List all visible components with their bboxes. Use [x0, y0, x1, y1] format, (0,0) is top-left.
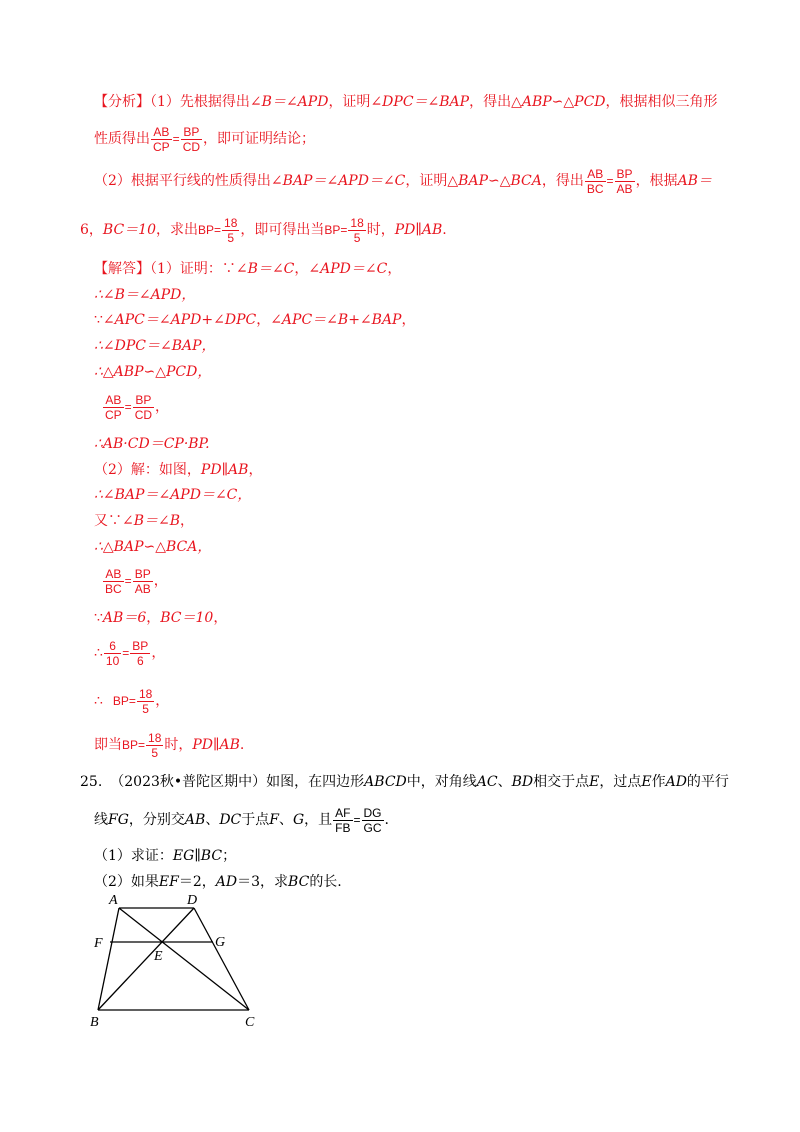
fraction-18-5 — [222, 216, 239, 245]
math: PD∥AB — [394, 222, 443, 238]
geometry-figure — [82, 892, 302, 1032]
solution-line-8 — [94, 460, 262, 480]
solution-line-15 — [94, 682, 169, 720]
text: ， — [155, 693, 170, 709]
text: ， — [180, 513, 195, 529]
numerator: DG — [363, 805, 382, 820]
equals: = — [172, 132, 180, 146]
label-f: F — [94, 936, 103, 951]
problem-source: （2023秋•普陀区期中） — [110, 774, 267, 790]
text: 相交于点 — [533, 774, 590, 790]
math: F — [269, 812, 279, 828]
denominator: 5 — [151, 745, 159, 760]
denominator: CP — [105, 407, 122, 422]
text: ，即可得出当 — [240, 222, 325, 238]
denominator: 6 — [136, 653, 144, 668]
equals: = — [124, 574, 132, 588]
text: ，证明 — [328, 94, 371, 110]
solution-label: 【解答】 — [94, 261, 150, 277]
numerator: 18 — [138, 686, 153, 701]
therefore: ∴ — [94, 693, 103, 709]
label-d: D — [187, 893, 198, 908]
bp-equals: BP= — [112, 694, 136, 708]
diagonal-bd — [98, 908, 194, 1010]
math: ∠B＝∠B — [122, 513, 181, 529]
label-c: C — [245, 1015, 255, 1030]
math: FG — [108, 812, 129, 828]
fraction-ab-bc — [585, 167, 606, 196]
fraction-6-10 — [104, 639, 121, 668]
numerator: BP — [616, 166, 633, 181]
math: △ABP∽△PCD — [511, 94, 606, 110]
solution-line-2: ∴∠B＝∠APD， — [94, 287, 196, 303]
text: ，得出 — [541, 173, 584, 189]
solution-line-12 — [102, 562, 168, 600]
math: BD — [511, 774, 534, 790]
text: （2）根据平行线的性质得出 — [94, 173, 271, 189]
math: AB＝ — [677, 173, 712, 189]
numerator: BP — [134, 566, 151, 581]
numerator: AB — [585, 167, 606, 182]
text: 时， — [366, 222, 395, 238]
math: PD∥AB — [200, 462, 249, 478]
text: ，过点 — [599, 774, 642, 790]
fraction-bp-cd — [133, 393, 154, 422]
bp-equals: BP= — [198, 223, 222, 237]
solution-line-13 — [94, 608, 227, 628]
solution-line-16 — [94, 726, 244, 764]
numerator: AF — [335, 805, 351, 820]
text: ，根据相似三角形 — [605, 94, 718, 110]
solution-line-1 — [94, 259, 401, 279]
denominator: 5 — [353, 230, 361, 245]
text: ， — [401, 312, 416, 328]
bp-equals: BP= — [324, 223, 348, 237]
text: ，求出 — [156, 222, 198, 238]
solution-line-3 — [94, 310, 415, 330]
math: AD — [215, 874, 238, 890]
math: ∠APC＝∠B+∠BAP — [270, 312, 402, 328]
text: 又∵ — [94, 513, 122, 529]
solution-line-7: ∴AB·CD＝CP·BP. — [94, 436, 210, 452]
text: ； — [222, 848, 237, 864]
denominator: AB — [616, 181, 633, 196]
equals: = — [353, 813, 361, 827]
text: ， — [88, 222, 103, 238]
text: ， — [155, 399, 170, 415]
problem-25-line-1 — [80, 772, 729, 792]
text: （2）如果 — [94, 874, 159, 890]
text: ， — [256, 312, 271, 328]
bp-equals: BP= — [122, 738, 146, 752]
numerator: AB — [151, 125, 172, 140]
solution-line-9: ∴∠BAP＝∠APD＝∠C， — [94, 487, 252, 503]
text: 、 — [278, 812, 293, 828]
text: ， — [213, 610, 228, 626]
text: ，证明 — [405, 173, 448, 189]
text: ， — [294, 261, 309, 277]
text: 时， — [164, 737, 193, 753]
text: 6 — [80, 222, 89, 238]
segment-dc — [194, 908, 249, 1010]
numerator: 18 — [148, 730, 162, 745]
denominator: BC — [586, 181, 604, 196]
label-a: A — [109, 893, 118, 908]
math: BC — [288, 874, 310, 890]
fraction-ab-bc — [103, 567, 124, 596]
text: 于点 — [241, 812, 270, 828]
math: AC — [476, 774, 498, 790]
text: 如图，在四边形 — [266, 774, 365, 790]
math: PD∥AB — [192, 737, 240, 753]
math: ∠B＝∠APD — [249, 94, 329, 110]
text: ＝3，求 — [237, 874, 289, 890]
math: ABCD — [364, 774, 407, 790]
math: △BAP∽△BCA — [447, 173, 542, 189]
question-2 — [94, 872, 342, 892]
analysis-label: 【分析】 — [94, 94, 150, 110]
text: ，分别交 — [128, 812, 185, 828]
math: EF — [158, 874, 179, 890]
numerator: 18 — [350, 215, 364, 230]
fraction-18-5 — [348, 216, 365, 245]
solution-line-5: ∴△ABP∽△PCD， — [94, 364, 212, 380]
denominator: CD — [182, 139, 201, 154]
denominator: FB — [335, 820, 351, 835]
text: ， — [248, 462, 263, 478]
segment-ab — [98, 908, 119, 1010]
numerator: BP — [181, 125, 202, 140]
denominator: 10 — [105, 653, 120, 668]
math: DC — [219, 812, 242, 828]
math: ∠BAP＝∠APD＝∠C — [270, 173, 406, 189]
math: AD — [665, 774, 687, 790]
equals: = — [124, 400, 132, 414]
denominator: 5 — [227, 230, 235, 245]
solution-line-4: ∴∠DPC＝∠BAP， — [94, 338, 216, 354]
math: EG∥BC — [172, 848, 223, 864]
math: BC＝10 — [102, 222, 156, 238]
equals: = — [122, 646, 130, 660]
text: 性质得出 — [94, 131, 150, 147]
math: ∠APD＝∠C — [308, 261, 388, 277]
math: ∠B＝∠C — [235, 261, 295, 277]
analysis-line-4 — [80, 212, 447, 248]
solution-line-6 — [102, 388, 169, 426]
solution-line-11: ∴△BAP∽△BCA， — [94, 539, 212, 555]
fraction-bp-cd — [181, 125, 202, 154]
denominator: CD — [134, 407, 153, 422]
text: 的长. — [309, 874, 342, 890]
problem-25-line-2 — [94, 800, 389, 840]
text: ， — [151, 645, 166, 661]
math: G — [292, 812, 305, 828]
label-b: B — [90, 1015, 99, 1030]
text: ， — [387, 261, 402, 277]
text: 作 — [651, 774, 666, 790]
denominator: BC — [105, 581, 122, 596]
math: ∠APC＝∠APD+∠DPC — [102, 312, 257, 328]
math: AB＝6 — [102, 610, 147, 626]
text: ，根据 — [635, 173, 678, 189]
math: ∠DPC＝∠BAP — [370, 94, 470, 110]
math: E — [641, 774, 652, 790]
text: ，且 — [304, 812, 333, 828]
text: 的平行 — [686, 774, 729, 790]
denominator: 5 — [142, 701, 149, 716]
fraction-ab-cp — [103, 393, 124, 422]
text: 即当 — [94, 737, 122, 753]
numerator: BP — [133, 393, 154, 408]
equals: = — [606, 174, 614, 188]
text: . — [442, 222, 447, 238]
text: 、 — [205, 812, 220, 828]
fraction-bp-ab — [133, 567, 153, 596]
fraction-bp-6 — [130, 639, 150, 668]
denominator: CP — [153, 139, 170, 154]
text: . — [384, 812, 389, 828]
math: E — [589, 774, 600, 790]
denominator: AB — [134, 581, 151, 596]
label-e: E — [154, 949, 163, 964]
text: 中，对角线 — [406, 774, 477, 790]
text: （1）先根据得出 — [150, 94, 250, 110]
text: （2）解：如图， — [94, 462, 201, 478]
fraction-ab-cp — [151, 125, 172, 154]
math: AB — [184, 812, 206, 828]
denominator: GC — [363, 820, 382, 835]
text: ， — [146, 610, 161, 626]
text: 、 — [497, 774, 512, 790]
question-1 — [94, 846, 236, 866]
analysis-line-1 — [94, 92, 718, 112]
text: ， — [153, 573, 168, 589]
numerator: AB — [103, 567, 124, 582]
fraction-18-5 — [146, 731, 163, 760]
text: （1）求证： — [94, 848, 173, 864]
math: BC＝10 — [160, 610, 214, 626]
label-g: G — [215, 935, 226, 950]
text: 线 — [94, 812, 108, 828]
solution-line-10 — [94, 511, 194, 531]
text: ∵ — [94, 312, 103, 328]
text: ∵ — [94, 610, 103, 626]
text: ，即可证明结论； — [203, 131, 316, 147]
numerator: BP — [132, 638, 149, 653]
text: （1）证明：∵ — [150, 261, 236, 277]
text: ，得出 — [469, 94, 512, 110]
text: . — [239, 737, 245, 753]
numerator: AB — [103, 393, 124, 408]
fraction-af-fb — [333, 806, 352, 835]
numerator: 6 — [104, 639, 121, 654]
therefore: ∴ — [94, 645, 103, 661]
problem-number: 25. — [80, 774, 103, 790]
diagonal-ac — [119, 908, 249, 1010]
analysis-line-2 — [94, 122, 315, 156]
numerator: 18 — [224, 215, 238, 230]
fraction-bp-ab — [615, 167, 635, 196]
text: ＝2， — [178, 874, 216, 890]
fraction-18-5 — [137, 687, 154, 716]
fraction-dg-gc — [362, 806, 384, 835]
solution-line-14 — [94, 634, 165, 672]
analysis-line-3 — [94, 164, 712, 198]
